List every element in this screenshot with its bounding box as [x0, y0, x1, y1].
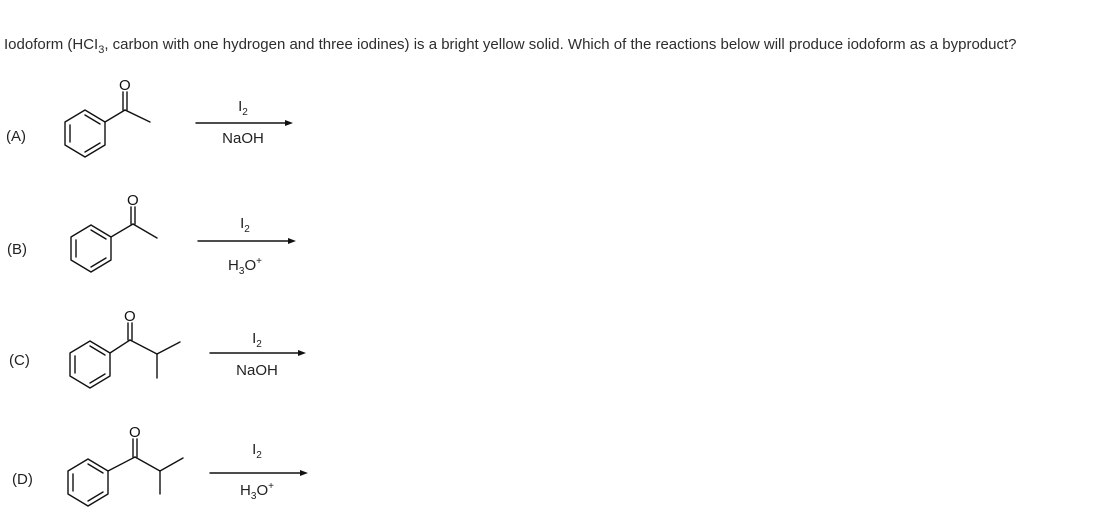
reagent-b-top: $I_2$ — [240, 215, 250, 235]
reagent-a-top: $I_2$ — [238, 98, 248, 118]
molecule-d-structure — [68, 439, 183, 506]
molecule-c-structure — [70, 323, 180, 388]
question-subscript: 3 — [98, 44, 105, 56]
molecule-a-structure — [65, 92, 150, 157]
question-text-end: , carbon with one hydrogen and three iodines) is a bright yellow solid. Which of the reactions below will produce iodoform as a byproduct? — [104, 36, 1017, 53]
oxygen-label-b: O — [127, 192, 139, 209]
oxygen-label-c: O — [124, 308, 136, 325]
molecule-b-structure — [71, 207, 157, 272]
question-text-start: Iodoform (HCI — [4, 36, 99, 53]
reagent-d-top: $I_2$ — [252, 441, 262, 461]
reaction-label-a: (A) — [6, 128, 26, 145]
reaction-label-d: (D) — [12, 471, 33, 488]
reagent-d-bottom: $H_3O^+$ — [240, 481, 274, 502]
reagent-b-bottom: $H_3O^+$ — [228, 256, 262, 277]
reagent-a-bottom: NaOH — [222, 130, 264, 147]
reaction-label-c: (C) — [9, 352, 30, 369]
reagent-c-top: $I_2$ — [252, 330, 262, 350]
oxygen-label-d: O — [129, 424, 141, 441]
oxygen-label-a: O — [119, 77, 131, 94]
reagent-c-bottom: NaOH — [236, 362, 278, 379]
reaction-label-b: (B) — [7, 241, 27, 258]
